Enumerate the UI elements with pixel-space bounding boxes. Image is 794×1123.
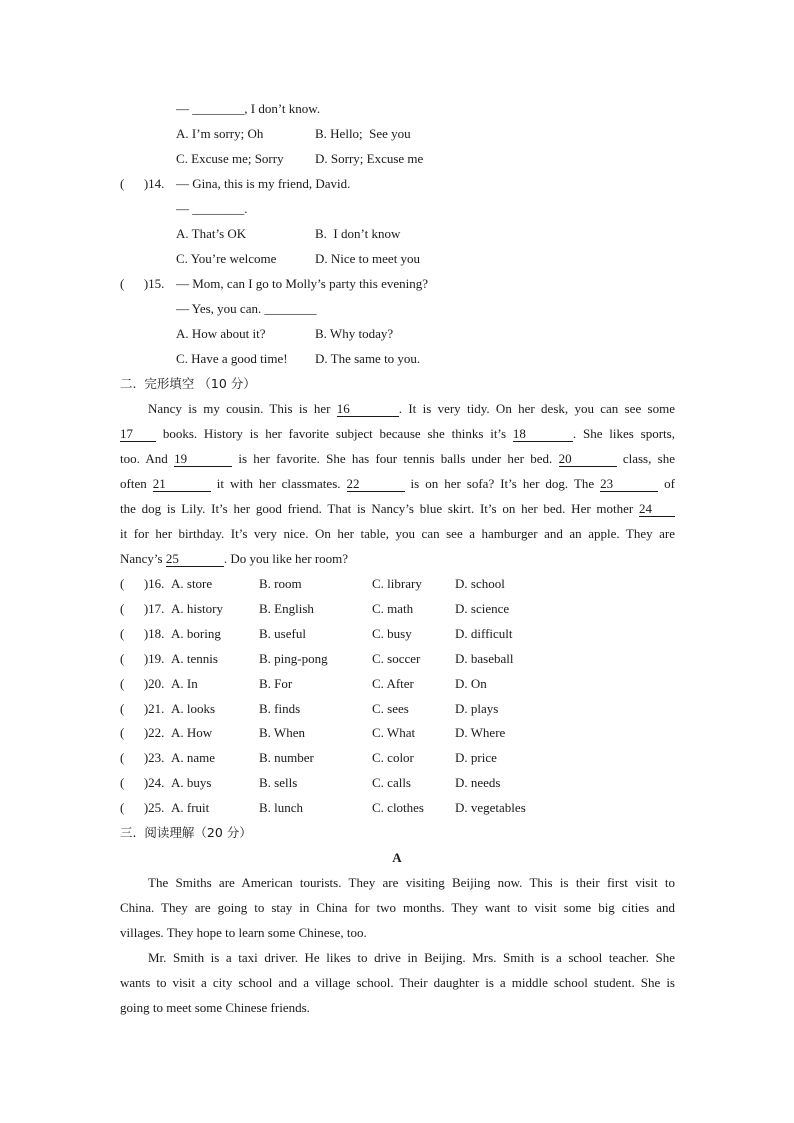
- q18-option-b: B. useful: [259, 626, 306, 641]
- passage-a-para2-line2: wants to visit a city school and a village school. Their daughter is a middle school student. She is: [120, 975, 675, 990]
- section2-title: 二. 完形填空 （10 分）: [120, 376, 256, 391]
- cloze-text: . Do you like her room?: [223, 551, 349, 566]
- q22-option-c: C. What: [372, 725, 416, 740]
- q13-option-b: B. Hello; See you: [315, 126, 411, 141]
- q16-option-b: B. room: [259, 576, 302, 591]
- cloze-blank-16: 16: [337, 402, 399, 417]
- q19-option-a: A. tennis: [171, 651, 218, 666]
- q18-number: ( )18.: [120, 626, 165, 641]
- q14-option-b: B. I don’t know: [315, 226, 401, 241]
- q24-number: ( )24.: [120, 775, 165, 790]
- q23-option-a: A. name: [171, 750, 216, 765]
- cloze-text: Nancy is my cousin. This is her: [148, 401, 337, 416]
- cloze-text: of: [658, 476, 676, 491]
- cloze-line-7: [120, 551, 675, 567]
- cloze-text: is her favorite. She has four tennis balls under her bed.: [232, 451, 559, 466]
- q21-option-b: B. finds: [259, 701, 301, 716]
- cloze-blank-17: 17: [120, 427, 156, 442]
- q14-prompt: — Gina, this is my friend, David.: [176, 176, 351, 191]
- cloze-blank-24: 24: [639, 502, 675, 517]
- cloze-blank-22: 22: [347, 477, 405, 492]
- cloze-line-4: [120, 476, 675, 492]
- q16-option-d: D. school: [455, 576, 505, 591]
- q17-option-b: B. English: [259, 601, 314, 616]
- q21-option-d: D. plays: [455, 701, 499, 716]
- q19-number: ( )19.: [120, 651, 165, 666]
- q22-option-b: B. When: [259, 725, 305, 740]
- q24-option-d: D. needs: [455, 775, 501, 790]
- passage-a-para1-line2: China. They are going to stay in China for two months. They want to visit some big cities and: [120, 900, 675, 915]
- q19-option-c: C. soccer: [372, 651, 421, 666]
- cloze-blank-23: 23: [600, 477, 658, 492]
- q19-option-d: D. baseball: [455, 651, 514, 666]
- q16-option-c: C. library: [372, 576, 422, 591]
- q14-number: ( )14.: [120, 176, 165, 191]
- passage-a-para1-line3: villages. They hope to learn some Chinese, too.: [120, 925, 367, 940]
- cloze-blank-20: 20: [559, 452, 617, 467]
- q18-option-c: C. busy: [372, 626, 412, 641]
- cloze-line-3: [120, 451, 675, 467]
- cloze-line-6: it for her birthday. It’s very nice. On her table, you can see a hamburger and an apple. They are: [120, 526, 675, 541]
- q13-option-d: D. Sorry; Excuse me: [315, 151, 424, 166]
- q13-option-c: C. Excuse me; Sorry: [176, 151, 284, 166]
- passage-a-para1-line1: The Smiths are American tourists. They are visiting Beijing now. This is their first visit to: [148, 875, 675, 890]
- q24-option-c: C. calls: [372, 775, 411, 790]
- q23-option-b: B. number: [259, 750, 314, 765]
- q15-option-c: C. Have a good time!: [176, 351, 288, 366]
- passage-a-para2-line3: going to meet some Chinese friends.: [120, 1000, 310, 1015]
- cloze-text: books. History is her favorite subject because she thinks it’s: [156, 426, 513, 441]
- cloze-blank-25: 25: [166, 552, 224, 567]
- section3-title: 三. 阅读理解（20 分）: [120, 825, 252, 840]
- q13-option-a: A. I’m sorry; Oh: [176, 126, 264, 141]
- q15-number: ( )15.: [120, 276, 165, 291]
- q24-option-b: B. sells: [259, 775, 298, 790]
- q18-option-a: A. boring: [171, 626, 221, 641]
- cloze-line-5: [120, 501, 675, 517]
- q15-option-b: B. Why today?: [315, 326, 394, 341]
- q18-option-d: D. difficult: [455, 626, 513, 641]
- q23-option-d: D. price: [455, 750, 497, 765]
- q25-number: ( )25.: [120, 800, 165, 815]
- passage-label: A: [392, 850, 402, 865]
- q21-option-c: C. sees: [372, 701, 409, 716]
- q14-option-d: D. Nice to meet you: [315, 251, 421, 266]
- cloze-text: class, she: [616, 451, 675, 466]
- q15-option-a: A. How about it?: [176, 326, 266, 341]
- cloze-line-1: [120, 401, 675, 417]
- cloze-text: is on her sofa? It’s her dog. The: [404, 476, 601, 491]
- cloze-text: it with her classmates.: [210, 476, 347, 491]
- q20-option-b: B. For: [259, 676, 293, 691]
- q23-number: ( )23.: [120, 750, 165, 765]
- q16-number: ( )16.: [120, 576, 165, 591]
- cloze-text: too. And: [120, 451, 175, 466]
- q25-option-d: D. vegetables: [455, 800, 526, 815]
- q15-option-d: D. The same to you.: [315, 351, 421, 366]
- q20-number: ( )20.: [120, 676, 165, 691]
- q17-number: ( )17.: [120, 601, 165, 616]
- cloze-text: . It is very tidy. On her desk, you can see some: [398, 401, 675, 416]
- q22-option-a: A. How: [171, 725, 213, 740]
- q17-option-d: D. science: [455, 601, 510, 616]
- q16-option-a: A. store: [171, 576, 213, 591]
- cloze-text: often: [120, 476, 153, 491]
- q13-reply: — ________, I don’t know.: [176, 101, 321, 116]
- q14-reply: — ________.: [176, 201, 248, 216]
- q25-option-a: A. fruit: [171, 800, 210, 815]
- q21-number: ( )21.: [120, 701, 165, 716]
- q17-option-a: A. history: [171, 601, 223, 616]
- q25-option-b: B. lunch: [259, 800, 304, 815]
- cloze-line-2: [120, 426, 675, 442]
- q19-option-b: B. ping-pong: [259, 651, 328, 666]
- q17-option-c: C. math: [372, 601, 414, 616]
- q15-prompt: — Mom, can I go to Molly’s party this evening?: [176, 276, 429, 291]
- q15-reply: — Yes, you can. ________: [176, 301, 317, 316]
- q23-option-c: C. color: [372, 750, 414, 765]
- passage-a-para2-line1: Mr. Smith is a taxi driver. He likes to drive in Beijing. Mrs. Smith is a school teacher. She: [148, 950, 675, 965]
- q20-option-d: D. On: [455, 676, 487, 691]
- q25-option-c: C. clothes: [372, 800, 424, 815]
- cloze-blank-18: 18: [513, 427, 573, 442]
- cloze-text: . She likes sports,: [572, 426, 675, 441]
- q14-option-c: C. You’re welcome: [176, 251, 277, 266]
- q22-number: ( )22.: [120, 725, 165, 740]
- q24-option-a: A. buys: [171, 775, 212, 790]
- cloze-blank-19: 19: [174, 452, 232, 467]
- cloze-blank-21: 21: [153, 477, 211, 492]
- q14-option-a: A. That’s OK: [176, 226, 247, 241]
- q21-option-a: A. looks: [171, 701, 216, 716]
- cloze-text: the dog is Lily. It’s her good friend. That is Nancy’s blue skirt. It’s on her bed. Her mother: [120, 501, 639, 516]
- q22-option-d: D. Where: [455, 725, 506, 740]
- q20-option-a: A. In: [171, 676, 198, 691]
- q20-option-c: C. After: [372, 676, 414, 691]
- cloze-text: Nancy’s: [120, 551, 166, 566]
